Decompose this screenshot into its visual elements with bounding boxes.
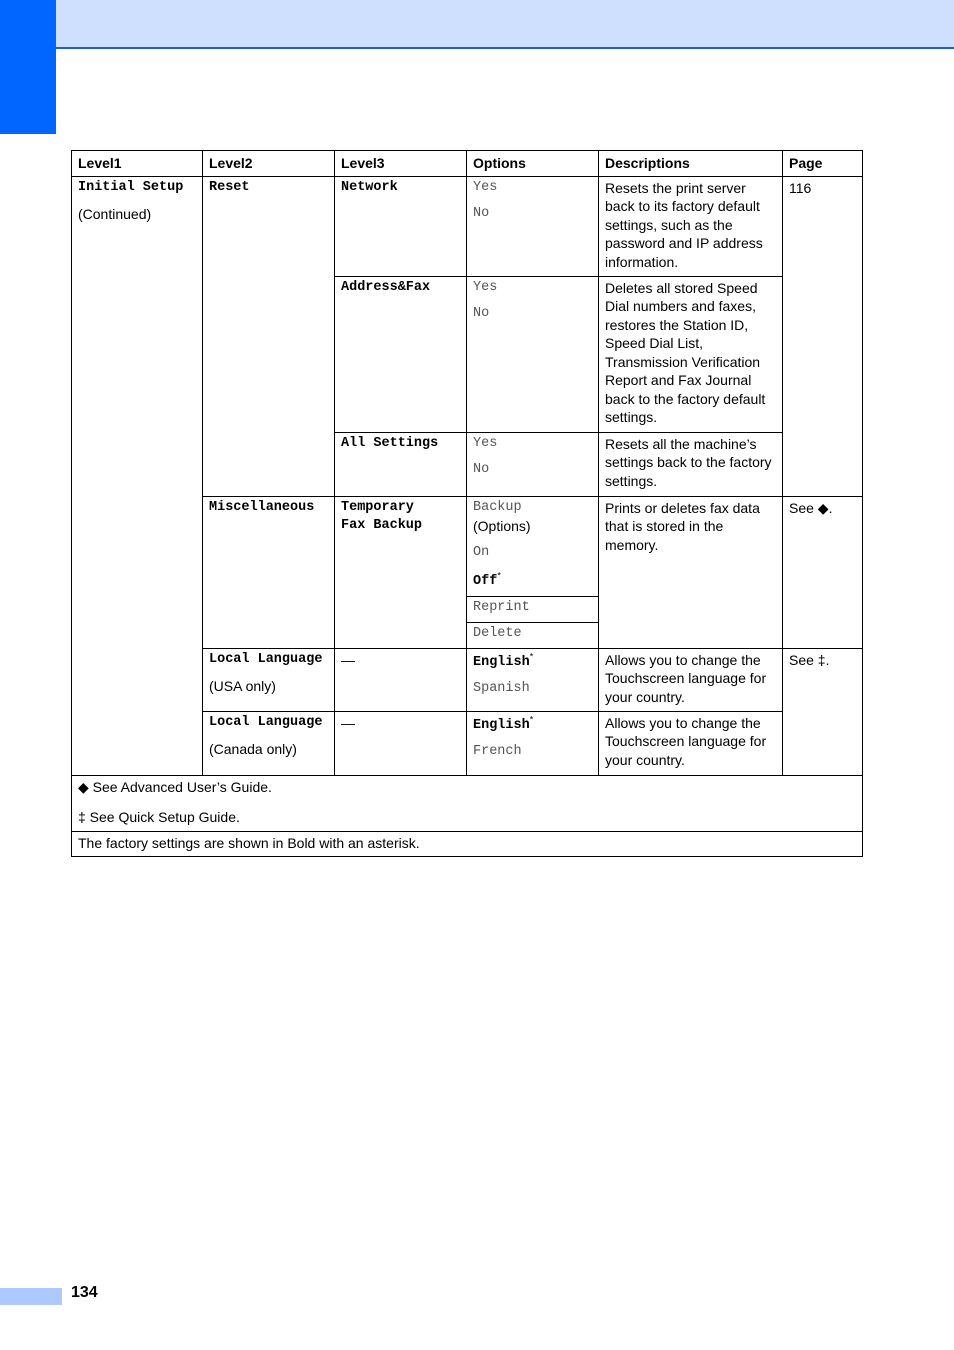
option-reprint: Reprint bbox=[473, 599, 530, 615]
level3-all-settings: All Settings bbox=[341, 435, 439, 451]
level3-cell bbox=[335, 176, 467, 276]
option-on: On bbox=[473, 544, 490, 560]
option-delete: Delete bbox=[473, 625, 522, 641]
footnote-row bbox=[72, 775, 863, 831]
option-english-line bbox=[473, 714, 592, 736]
option-yes: Yes bbox=[473, 179, 498, 195]
option-no: No bbox=[473, 206, 490, 221]
canada-only-note: (Canada only) bbox=[209, 741, 297, 757]
level2-local-language: Local Language bbox=[209, 651, 323, 667]
options-cell bbox=[467, 622, 599, 648]
header-descriptions: Descriptions bbox=[599, 151, 783, 177]
header-options: Options bbox=[467, 151, 599, 177]
options-cell bbox=[467, 596, 599, 622]
option-no: No bbox=[473, 306, 490, 321]
option-off: Off bbox=[473, 574, 498, 589]
level3-cell bbox=[335, 432, 467, 496]
level1-name: Initial Setup bbox=[78, 179, 184, 195]
settings-table bbox=[71, 150, 863, 857]
level3-cell: — bbox=[335, 648, 467, 711]
footnote-quick-guide: ‡ See Quick Setup Guide. bbox=[78, 809, 240, 825]
table-row bbox=[72, 176, 863, 276]
option-english: English bbox=[473, 654, 530, 670]
options-cell bbox=[467, 648, 599, 711]
level1-note: (Continued) bbox=[78, 206, 152, 222]
option-off-line bbox=[473, 570, 592, 592]
option-english-line bbox=[473, 651, 592, 673]
level2-cell bbox=[203, 711, 335, 775]
level1-cell bbox=[72, 176, 203, 775]
level3-cell bbox=[335, 276, 467, 432]
page-cell: 116 bbox=[783, 176, 863, 496]
option-french: French bbox=[473, 744, 522, 759]
options-cell bbox=[467, 176, 599, 276]
level2-misc-cell bbox=[203, 496, 335, 648]
header-band bbox=[0, 0, 954, 49]
level3-address-fax: Address&Fax bbox=[341, 279, 431, 295]
level3-fax-backup: Fax Backup bbox=[341, 518, 423, 533]
header-level3: Level3 bbox=[335, 151, 467, 177]
chapter-tab bbox=[0, 0, 56, 134]
level2-cell bbox=[203, 648, 335, 711]
level3-network: Network bbox=[341, 179, 398, 195]
default-asterisk: * bbox=[529, 713, 534, 724]
footnote-cell bbox=[72, 775, 863, 831]
level3-cell: — bbox=[335, 711, 467, 775]
table-header-row bbox=[72, 151, 863, 177]
page-number-bar bbox=[0, 1288, 62, 1305]
level2-misc: Miscellaneous bbox=[209, 499, 315, 515]
option-backup: Backup bbox=[473, 499, 522, 515]
description-cell: Allows you to change the Touchscreen language for your country. bbox=[599, 648, 783, 711]
usa-only-note: (USA only) bbox=[209, 678, 276, 694]
level2-local-language: Local Language bbox=[209, 714, 323, 730]
footnote-advanced-guide: ◆ See Advanced User’s Guide. bbox=[78, 778, 272, 795]
header-level1: Level1 bbox=[72, 151, 203, 177]
description-cell: Resets all the machine’s settings back to the factory settings. bbox=[599, 432, 783, 496]
header-level2: Level2 bbox=[203, 151, 335, 177]
page-cell: See ‡. bbox=[783, 648, 863, 775]
options-cell bbox=[467, 432, 599, 496]
description-cell: Resets the print server back to its factory default settings, such as the password and IP address information. bbox=[599, 176, 783, 276]
description-cell: Deletes all stored Speed Dial numbers and faxes, restores the Station ID, Speed Dial List, Transmission Verification Report and Fax Journal back to the factory default settings. bbox=[599, 276, 783, 432]
option-spanish: Spanish bbox=[473, 681, 530, 696]
default-asterisk: * bbox=[529, 650, 534, 661]
description-cell: Prints or deletes fax data that is stored in the memory. bbox=[599, 496, 783, 648]
level2-reset: Reset bbox=[209, 179, 250, 195]
factory-note: The factory settings are shown in Bold with an asterisk. bbox=[72, 831, 863, 857]
footnote-row bbox=[72, 831, 863, 857]
option-yes: Yes bbox=[473, 279, 498, 295]
header-page: Page bbox=[783, 151, 863, 177]
option-yes: Yes bbox=[473, 435, 498, 451]
level2-reset-cell bbox=[203, 176, 335, 496]
page-cell: See ◆. bbox=[783, 496, 863, 648]
option-no: No bbox=[473, 462, 490, 477]
level3-temporary: Temporary bbox=[341, 499, 414, 515]
page-number: 134 bbox=[71, 1284, 98, 1301]
options-cell bbox=[467, 711, 599, 775]
options-cell bbox=[467, 496, 599, 596]
options-note: (Options) bbox=[473, 518, 531, 534]
option-english: English bbox=[473, 717, 530, 733]
description-cell: Allows you to change the Touchscreen language for your country. bbox=[599, 711, 783, 775]
default-asterisk: * bbox=[497, 570, 501, 581]
level3-cell bbox=[335, 496, 467, 648]
options-cell bbox=[467, 276, 599, 432]
